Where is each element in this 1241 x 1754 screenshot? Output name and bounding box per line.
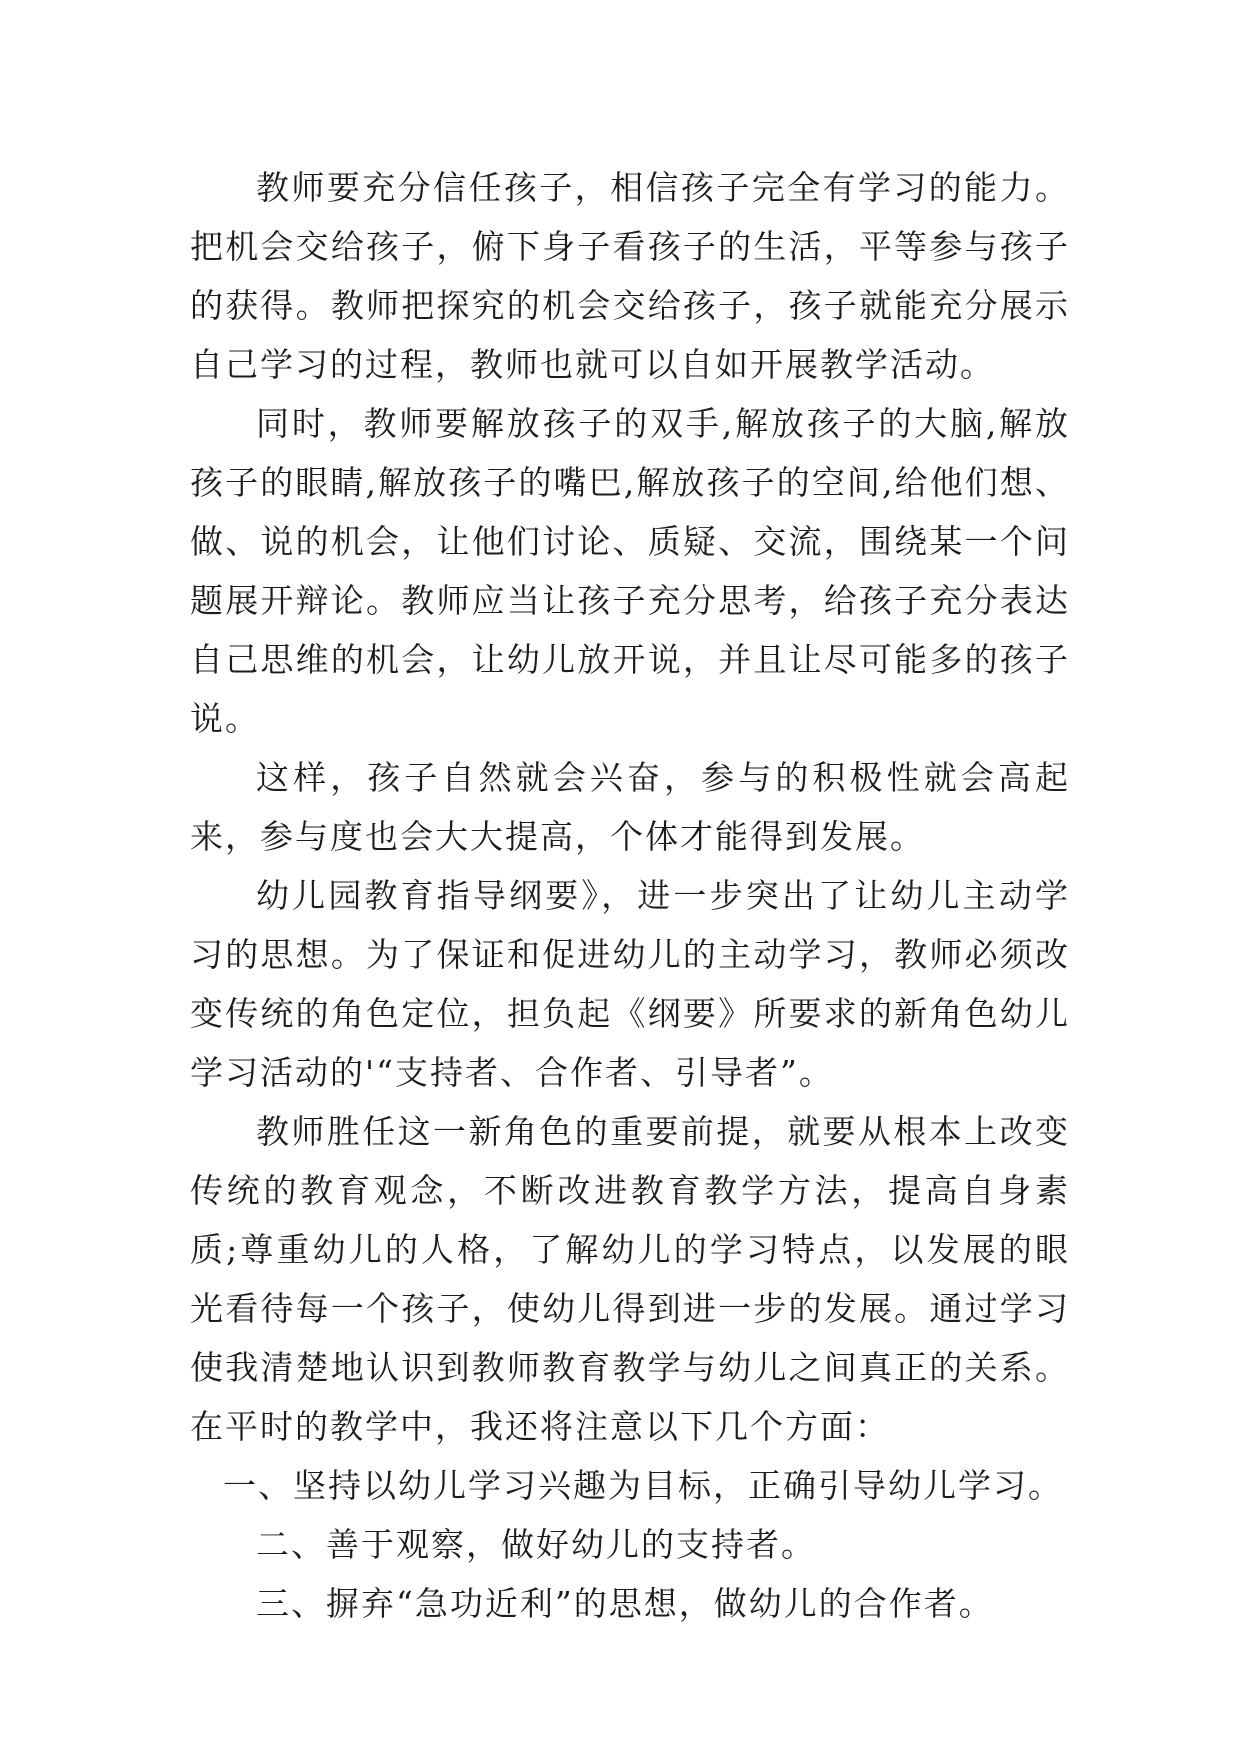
list-item: 二、善于观察，做好幼儿的支持者。: [256, 1525, 816, 1564]
paragraph-liberate-children: 同时，教师要解放孩子的双手,解放孩子的大脑,解放孩子的眼睛,解放孩子的嘴巴,解放孩子的空间,给他们想、做、说的机会，让他们讨论、质疑、交流，围绕某一个问题展开辩论。教师应当让孩子充分思考，给孩子充分表达自己思维的机会，让幼儿放开说，并且让尽可能多的孩子说。: [190, 404, 1070, 738]
list-item: 一、坚持以幼儿学习兴趣为目标，正确引导幼儿学习。: [223, 1466, 1063, 1505]
document-body: [190, 158, 1070, 1633]
list-item: 三、摒弃“急功近利”的思想，做幼儿的合作者。: [256, 1584, 994, 1623]
paragraph-trust-children: 教师要充分信任孩子，相信孩子完全有学习的能力。把机会交给孩子，俯下身子看孩子的生活，平等参与孩子的获得。教师把探究的机会交给孩子，孩子就能充分展示自己学习的过程，教师也就可以自如开展教学活动。: [190, 168, 1070, 384]
paragraph-new-role: 教师胜任这一新角色的重要前提，就要从根本上改变传统的教育观念，不断改进教育教学方法，提高自身素质;尊重幼儿的人格，了解幼儿的学习特点，以发展的眼光看待每一个孩子，使幼儿得到进一步的发展。通过学习使我清楚地认识到教师教育教学与幼儿之间真正的关系。在平时的教学中，我还将注意以下几个方面：: [190, 1112, 1070, 1446]
paragraph-guideline: 幼儿园教育指导纲要》，进一步突出了让幼儿主动学习的思想。为了保证和促进幼儿的主动学习，教师必须改变传统的角色定位，担负起《纲要》所要求的新角色幼儿学习活动的'“支持者、合作者、引导者”。: [190, 876, 1070, 1092]
paragraph-enthusiasm: 这样，孩子自然就会兴奋，参与的积极性就会高起来，参与度也会大大提高，个体才能得到发展。: [190, 758, 1070, 856]
